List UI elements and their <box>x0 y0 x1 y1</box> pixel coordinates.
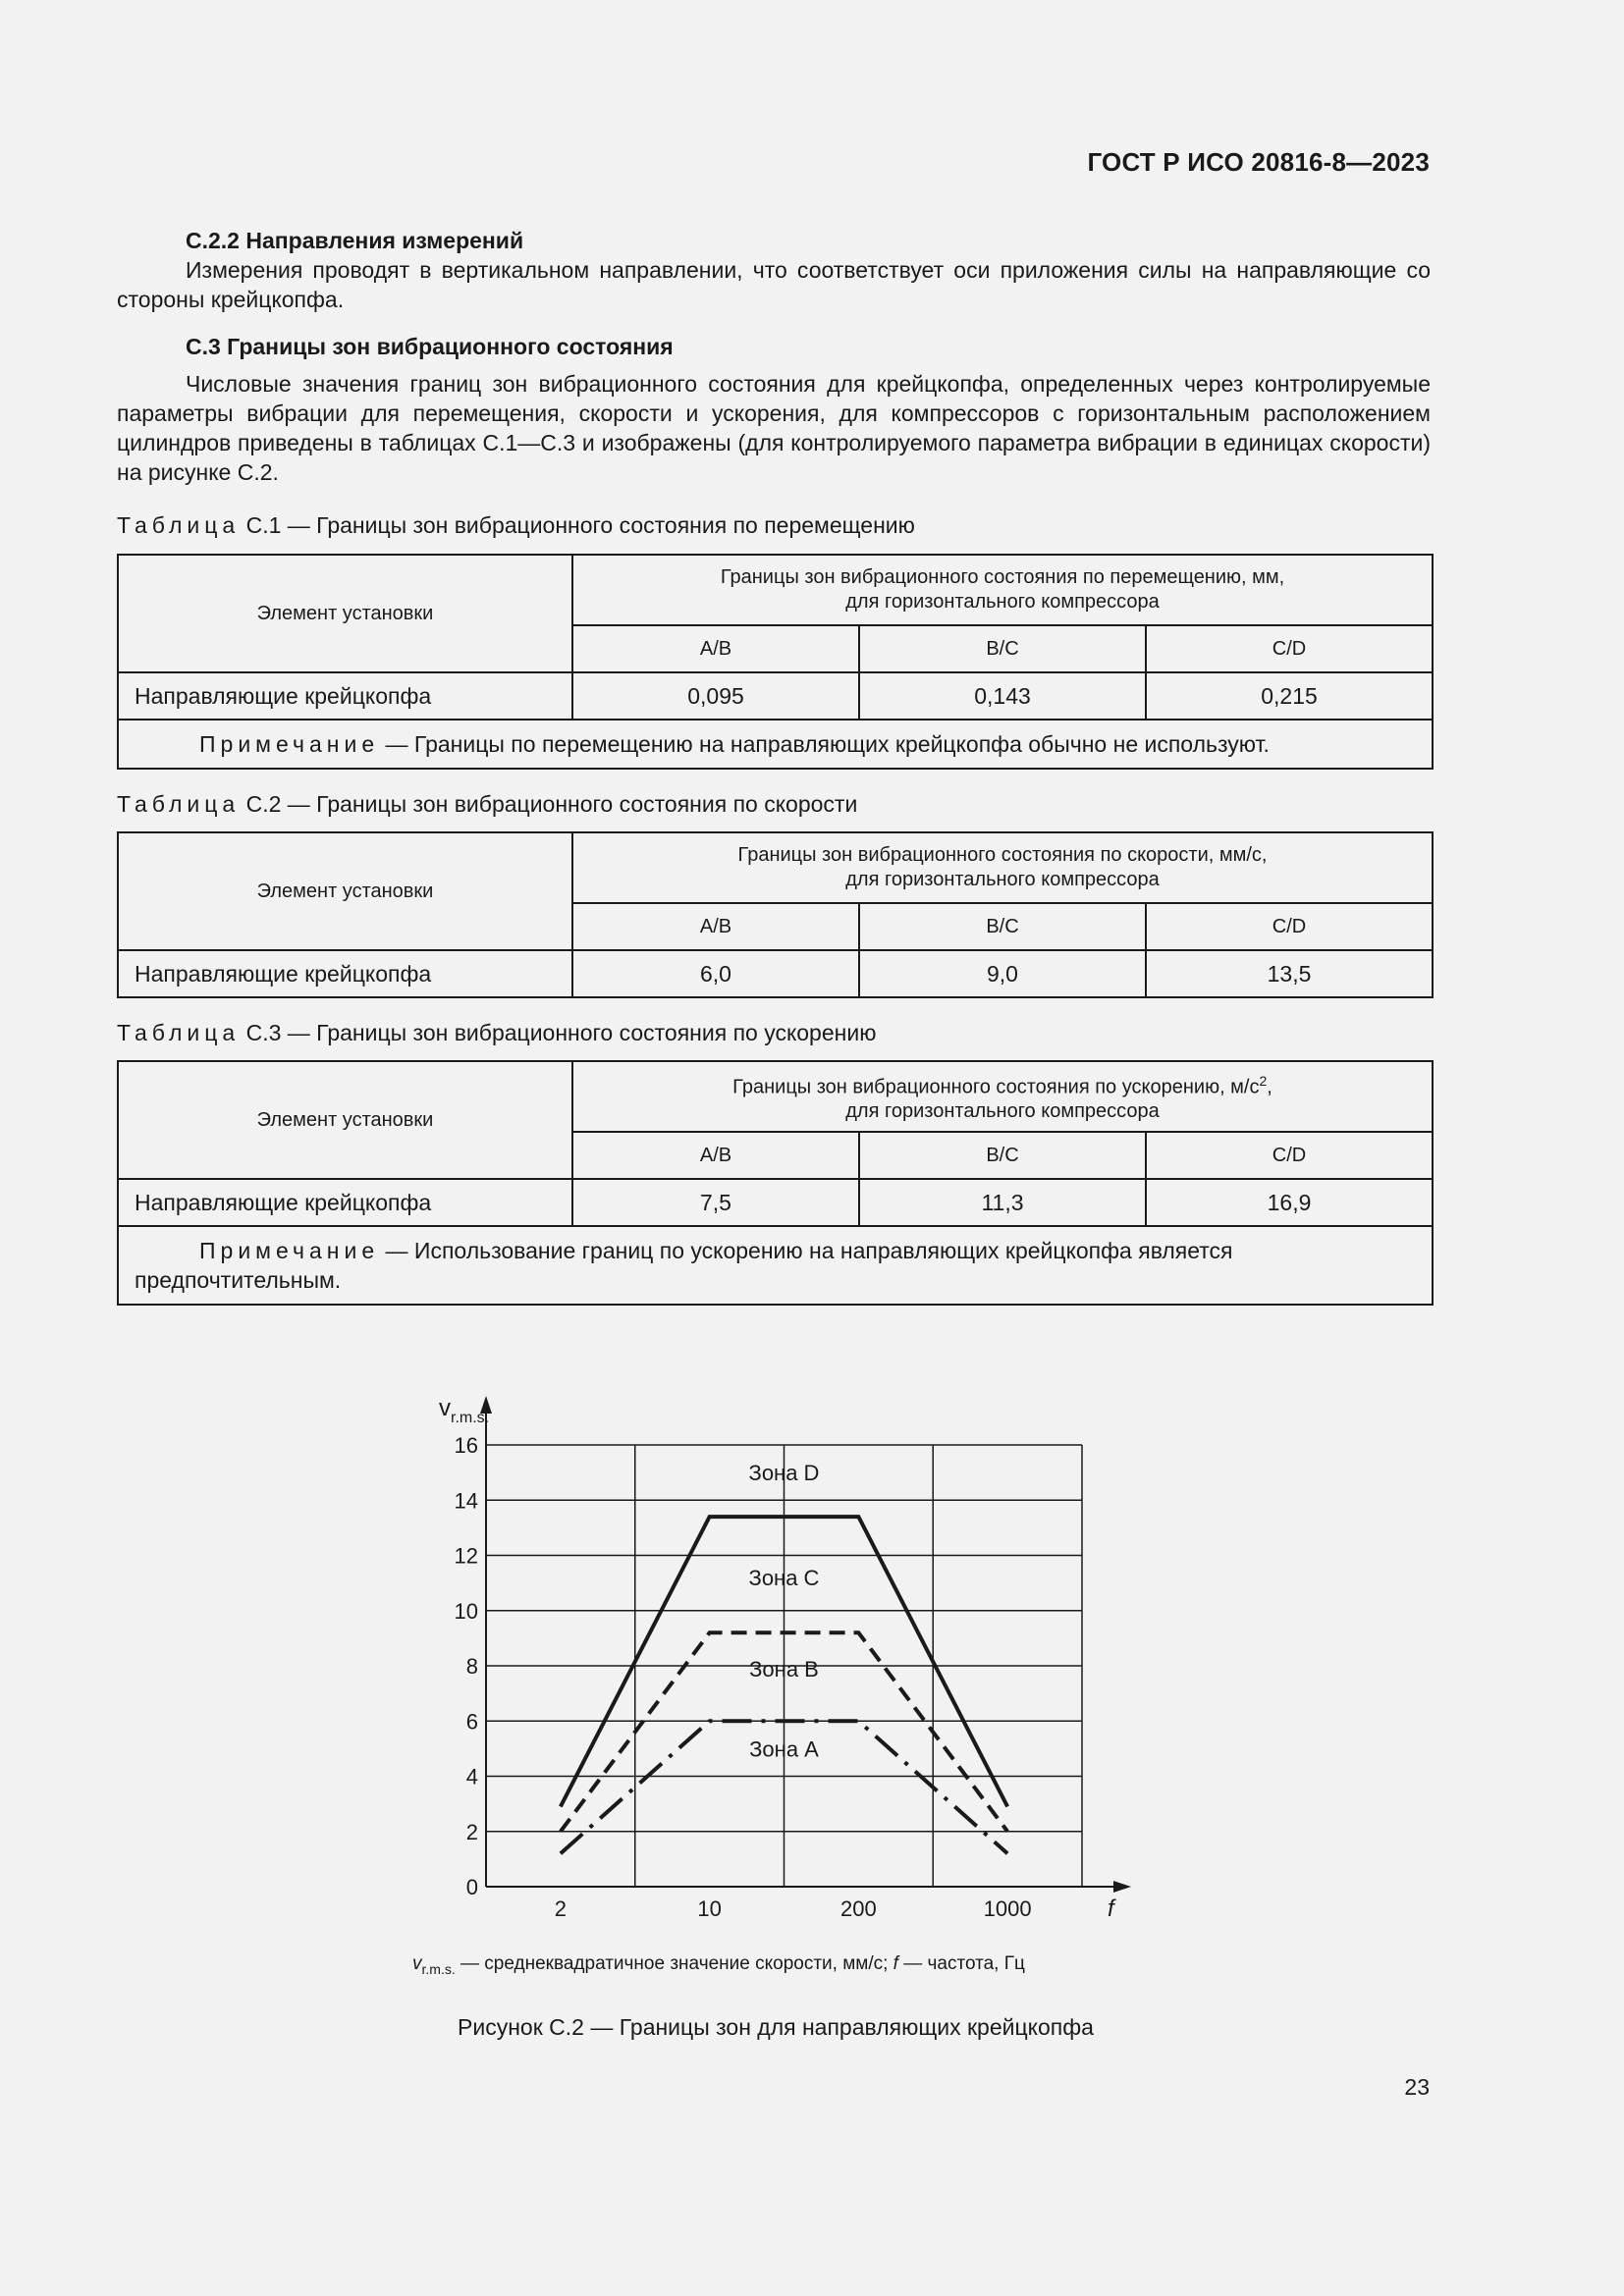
document-id: ГОСТ Р ИСО 20816-8—2023 <box>1087 147 1430 177</box>
table3-caption-text: С.3 — Границы зон вибрационного состояния по ускорению <box>245 1020 877 1045</box>
table1 <box>117 554 1434 770</box>
y-axis-label-symbol: v <box>439 1395 451 1421</box>
y-tick-label-10: 10 <box>454 1598 478 1624</box>
table3-group-header-sup: 2 <box>1259 1072 1268 1089</box>
table3-value-bc: 11,3 <box>859 1179 1146 1226</box>
section-c22-text <box>117 255 1431 314</box>
x-tick-label-1000: 1000 <box>983 1896 1032 1921</box>
table1-row-label: Направляющие крейцкопфа <box>118 672 572 720</box>
table3-group-header-line2: для горизонтального компрессора <box>845 1100 1160 1123</box>
y-tick-label-4: 4 <box>465 1764 478 1789</box>
section-c22-body: Измерения проводят в вертикальном направлении, что соответствует оси приложения силы на направляющие со стороны крейцкопфа. <box>117 257 1431 312</box>
legend-f-text: — частота, Гц <box>897 1953 1025 1974</box>
table1-caption-text: С.1 — Границы зон вибрационного состояния по перемещению <box>245 512 915 538</box>
table2-col-element: Элемент установки <box>118 832 572 950</box>
table2-zone-ab: A/B <box>572 903 859 950</box>
table3-zone-ab: A/B <box>572 1132 859 1179</box>
table1-group-header-line1: Границы зон вибрационного состояния по перемещению, мм, <box>720 566 1285 588</box>
section-c22-heading: С.2.2 Направления измерений <box>186 228 524 253</box>
table2-row-label: Направляющие крейцкопфа <box>118 950 572 997</box>
table1-zone-ab: A/B <box>572 625 859 672</box>
table1-value-cd: 0,215 <box>1146 672 1433 720</box>
table3-group-header-line1: Границы зон вибрационного состояния по ускорению, м/с <box>732 1076 1260 1098</box>
table1-value-ab: 0,095 <box>572 672 859 720</box>
table1-zone-cd: C/D <box>1146 625 1433 672</box>
table2-caption-label: Таблица <box>117 791 241 817</box>
legend-v-subscript: r.m.s. <box>421 1960 456 1977</box>
table2-zone-bc: B/C <box>859 903 1146 950</box>
table2 <box>117 831 1434 998</box>
table2-caption-text: С.2 — Границы зон вибрационного состояния по скорости <box>245 791 858 817</box>
table3-zone-cd: C/D <box>1146 1132 1433 1179</box>
section-c3-body: Числовые значения границ зон вибрационного состояния для крейцкопфа, определенных через контролируемые параметры вибрации для перемещения, скорости и ускорения, для компрессоров с горизонтальным расположением цилиндров приведены в таблицах С.1—С.3 и изображены (для контролируемого параметра вибрации в единицах скорости) на рисунке С.2. <box>117 371 1431 485</box>
table2-caption <box>117 791 857 818</box>
table3 <box>117 1060 1434 1306</box>
zone-boundary-chart <box>393 1374 1178 1944</box>
table3-group-header-line1-end: , <box>1267 1076 1272 1098</box>
y-tick-label-14: 14 <box>454 1488 478 1514</box>
section-c3-heading: С.3 Границы зон вибрационного состояния <box>186 334 674 359</box>
table2-group-header-line2: для горизонтального компрессора <box>845 869 1160 890</box>
x-axis-label: f <box>1108 1896 1114 1922</box>
legend-v-symbol: v <box>412 1953 422 1974</box>
table3-caption-label: Таблица <box>117 1020 241 1045</box>
zone-label-3: Зона A <box>749 1736 819 1762</box>
zone-label-2: Зона B <box>749 1656 819 1682</box>
table3-note-label: Примечание <box>199 1238 380 1263</box>
zone-label-1: Зона C <box>748 1566 820 1590</box>
page-number: 23 <box>1404 2074 1430 2100</box>
table1-note-text: — Границы по перемещению на направляющих крейцкопфа обычно не используют. <box>385 731 1270 757</box>
y-axis-label <box>439 1395 489 1426</box>
y-tick-label-12: 12 <box>454 1543 478 1569</box>
table1-caption <box>117 512 915 539</box>
table1-note-label: Примечание <box>199 731 380 757</box>
table3-group-header <box>572 1061 1433 1132</box>
figure-legend <box>412 1953 1025 1977</box>
table2-value-cd: 13,5 <box>1146 950 1433 997</box>
table3-note-text: — Использование границ по ускорению на направляющих крейцкопфа является предпочтительным. <box>135 1238 1233 1293</box>
table1-caption-label: Таблица <box>117 512 241 538</box>
table2-value-ab: 6,0 <box>572 950 859 997</box>
table2-zone-cd: C/D <box>1146 903 1433 950</box>
table1-group-header-line2: для горизонтального компрессора <box>845 591 1160 613</box>
table3-value-ab: 7,5 <box>572 1179 859 1226</box>
y-axis-label-subscript: r.m.s. <box>451 1410 490 1426</box>
table3-value-cd: 16,9 <box>1146 1179 1433 1226</box>
y-tick-label-16: 16 <box>454 1433 478 1458</box>
table1-value-bc: 0,143 <box>859 672 1146 720</box>
legend-f-symbol: f <box>893 1953 898 1974</box>
table-row <box>118 950 1433 997</box>
x-tick-label-2: 2 <box>554 1896 567 1921</box>
y-tick-label-6: 6 <box>465 1709 478 1735</box>
x-axis-arrow <box>1113 1881 1131 1893</box>
table2-group-header-line1: Границы зон вибрационного состояния по скорости, мм/с, <box>737 844 1268 866</box>
table-row <box>118 1179 1433 1226</box>
figure-caption: Рисунок С.2 — Границы зон для направляющих крейцкопфа <box>458 2014 1094 2040</box>
table1-zone-bc: B/C <box>859 625 1146 672</box>
table2-value-bc: 9,0 <box>859 950 1146 997</box>
table-row <box>118 672 1433 720</box>
x-tick-label-200: 200 <box>840 1896 877 1921</box>
table3-row-label: Направляющие крейцкопфа <box>118 1179 572 1226</box>
y-tick-label-2: 2 <box>465 1819 478 1844</box>
x-tick-label-10: 10 <box>697 1896 722 1921</box>
section-c3-text <box>117 369 1431 487</box>
y-tick-label-8: 8 <box>465 1654 478 1679</box>
table3-zone-bc: B/C <box>859 1132 1146 1179</box>
legend-v-text: — среднеквадратичное значение скорости, мм/с; <box>455 1953 893 1974</box>
table1-group-header <box>572 555 1433 625</box>
table3-note <box>118 1226 1433 1305</box>
table3-col-element: Элемент установки <box>118 1061 572 1179</box>
zone-label-0: Зона D <box>748 1461 820 1486</box>
table3-caption <box>117 1020 876 1046</box>
table1-note <box>118 720 1433 769</box>
table1-col-element: Элемент установки <box>118 555 572 672</box>
table2-group-header <box>572 832 1433 903</box>
y-tick-label-0: 0 <box>465 1875 478 1899</box>
